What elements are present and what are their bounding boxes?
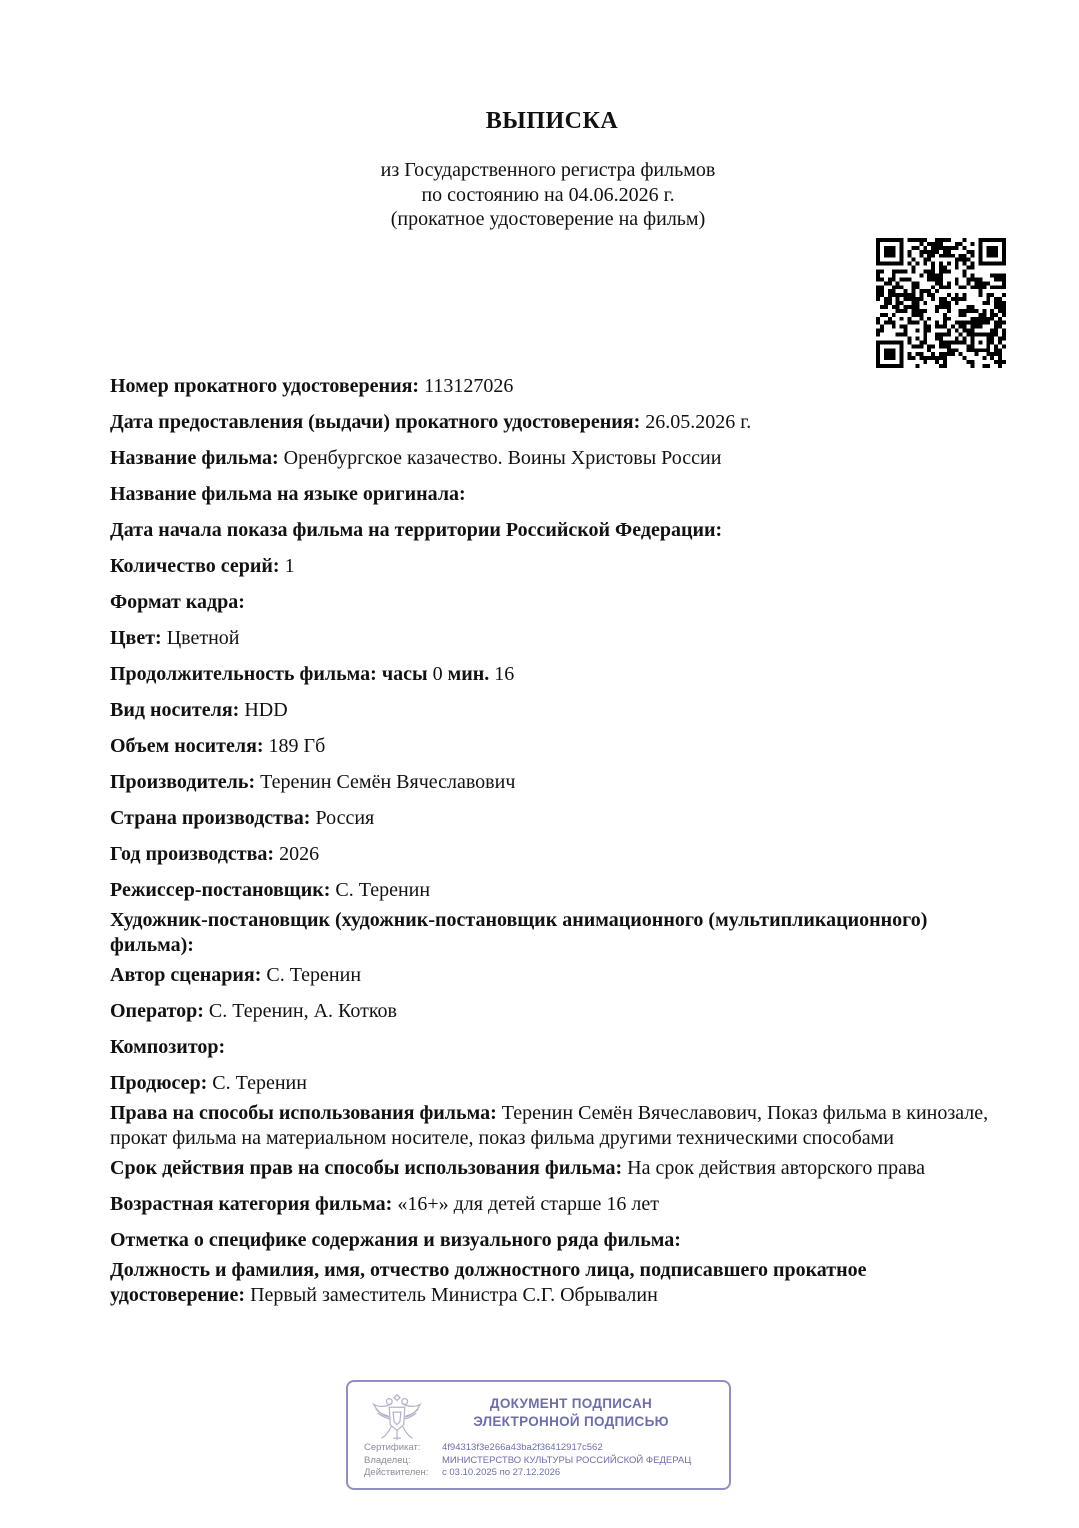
field-value: 189 Гб <box>268 735 326 757</box>
field-label: Дата начала показа фильма на территории Российской Федерации: <box>110 519 723 541</box>
field-value: Оренбургское казачество. Воины Христовы России <box>283 447 722 469</box>
subtitle-line: по состоянию на 04.06.2026 г. <box>421 183 675 206</box>
stamp-heading <box>446 1395 696 1431</box>
field-rights-term <box>110 1156 990 1181</box>
electronic-signature-stamp <box>346 1380 731 1490</box>
field-label: Номер прокатного удостоверения: <box>110 375 420 397</box>
field-content-note <box>110 1228 990 1253</box>
field-label: Возрастная категория фильма: <box>110 1193 393 1215</box>
field-director <box>110 878 990 903</box>
field-frame-format <box>110 590 990 615</box>
stamp-heading-line: ЭЛЕКТРОННОЙ ПОДПИСЬЮ <box>473 1414 669 1429</box>
field-color <box>110 626 990 651</box>
field-year <box>110 842 990 867</box>
field-value: С. Теренин, А. Котков <box>208 1000 397 1022</box>
field-value: На срок действия авторского права <box>627 1157 926 1179</box>
field-label: Продюсер: <box>110 1072 208 1094</box>
stamp-row-value: 4f94313f3e266a43ba2f36412917c562 <box>442 1442 603 1453</box>
field-producer <box>110 1071 990 1096</box>
field-country <box>110 806 990 831</box>
field-value: 26.05.2026 г. <box>645 411 752 433</box>
stamp-row-value: с 03.10.2025 по 27.12.2026 <box>442 1467 561 1478</box>
duration-hours-value: 0 <box>432 663 443 685</box>
stamp-owner-row <box>364 1455 691 1468</box>
field-issue-date <box>110 410 990 435</box>
stamp-details <box>364 1442 691 1480</box>
field-cinematographer <box>110 999 990 1024</box>
field-value: Первый заместитель Министра С.Г. Обрывалин <box>250 1284 658 1306</box>
field-age-rating <box>110 1192 990 1217</box>
field-label: Название фильма: <box>110 447 279 469</box>
field-label: Объем носителя: <box>110 735 264 757</box>
stamp-row-key: Действителен: <box>364 1467 429 1478</box>
field-screenwriter <box>110 963 990 988</box>
field-label: Права на способы использования фильма: <box>110 1102 497 1124</box>
stamp-certificate-row <box>364 1442 691 1455</box>
field-composer <box>110 1035 990 1060</box>
field-film-title <box>110 446 990 471</box>
field-value: 113127026 <box>424 375 514 397</box>
document-subtitle <box>0 158 1079 232</box>
field-label: Режиссер-постановщик: <box>110 879 331 901</box>
field-label: Композитор: <box>110 1036 226 1058</box>
field-label: Страна производства: <box>110 807 311 829</box>
field-label: Название фильма на языке оригинала: <box>110 483 466 505</box>
field-value: С. Теренин <box>335 879 431 901</box>
stamp-validity-row <box>364 1467 691 1480</box>
field-label: Отметка о специфике содержания и визуального ряда фильма: <box>110 1229 681 1251</box>
field-label: Формат кадра: <box>110 591 245 613</box>
field-label: Вид носителя: <box>110 699 240 721</box>
field-label: Срок действия прав на способы использования фильма: <box>110 1157 623 1179</box>
field-usage-rights <box>110 1101 990 1151</box>
stamp-row-value: МИНИСТЕРСТВО КУЛЬТУРЫ РОССИЙСКОЙ ФЕДЕРАЦ <box>442 1454 692 1466</box>
field-producer-company <box>110 770 990 795</box>
duration-hours-label: часы <box>381 663 428 685</box>
duration-minutes-value: 16 <box>494 663 515 685</box>
field-label: Год производства: <box>110 843 275 865</box>
field-value: С. Теренин <box>212 1072 307 1094</box>
document-title: ВЫПИСКА <box>485 108 619 134</box>
field-label: Продолжительность фильма: <box>110 663 377 685</box>
field-art-director <box>110 908 990 958</box>
field-label: Оператор: <box>110 1000 204 1022</box>
field-certificate-number <box>110 374 990 399</box>
field-media-size <box>110 734 990 759</box>
field-label: Должность и фамилия, имя, отчество должностного лица, подписавшего прокатное удостоверение: <box>110 1259 867 1306</box>
duration-minutes-label: мин. <box>447 663 490 685</box>
field-label: Автор сценария: <box>110 964 262 986</box>
stamp-heading-line: ДОКУМЕНТ ПОДПИСАН <box>489 1396 653 1411</box>
field-label: Дата предоставления (выдачи) прокатного удостоверения: <box>110 411 641 433</box>
field-value: 1 <box>284 555 295 577</box>
field-media-type <box>110 698 990 723</box>
field-label: Количество серий: <box>110 555 280 577</box>
field-release-date <box>110 518 990 543</box>
field-value: Теренин Семён Вячеславович <box>260 771 516 793</box>
stamp-row-key: Сертификат: <box>364 1442 421 1453</box>
field-value: Цветной <box>166 627 240 649</box>
subtitle-line: из Государственного регистра фильмов <box>380 159 716 181</box>
field-value: 2026 <box>279 843 320 865</box>
double-headed-eagle-emblem-icon <box>368 1386 426 1444</box>
field-duration <box>110 662 990 687</box>
field-value: «16+» для детей старше 16 лет <box>397 1193 659 1215</box>
field-value: HDD <box>244 699 288 721</box>
field-value: С. Теренин <box>266 964 362 986</box>
subtitle-line: (прокатное удостоверение на фильм) <box>390 208 706 230</box>
field-value: Россия <box>315 807 375 829</box>
qr-code-icon <box>876 238 1006 368</box>
field-label: Цвет: <box>110 627 162 649</box>
register-fields <box>110 374 990 1319</box>
field-label: Художник-постановщик (художник-постановщик анимационного (мультипликационного) фильма): <box>110 909 928 956</box>
field-signing-official <box>110 1258 990 1308</box>
field-episodes <box>110 554 990 579</box>
field-original-title <box>110 482 990 507</box>
stamp-row-key: Владелец: <box>364 1454 411 1466</box>
field-label: Производитель: <box>110 771 256 793</box>
field-value: Теренин Семён Вячеславович, Показ фильма в кинозале, прокат фильма на материальном носителе, показ фильма другими техническими способами <box>110 1102 989 1149</box>
